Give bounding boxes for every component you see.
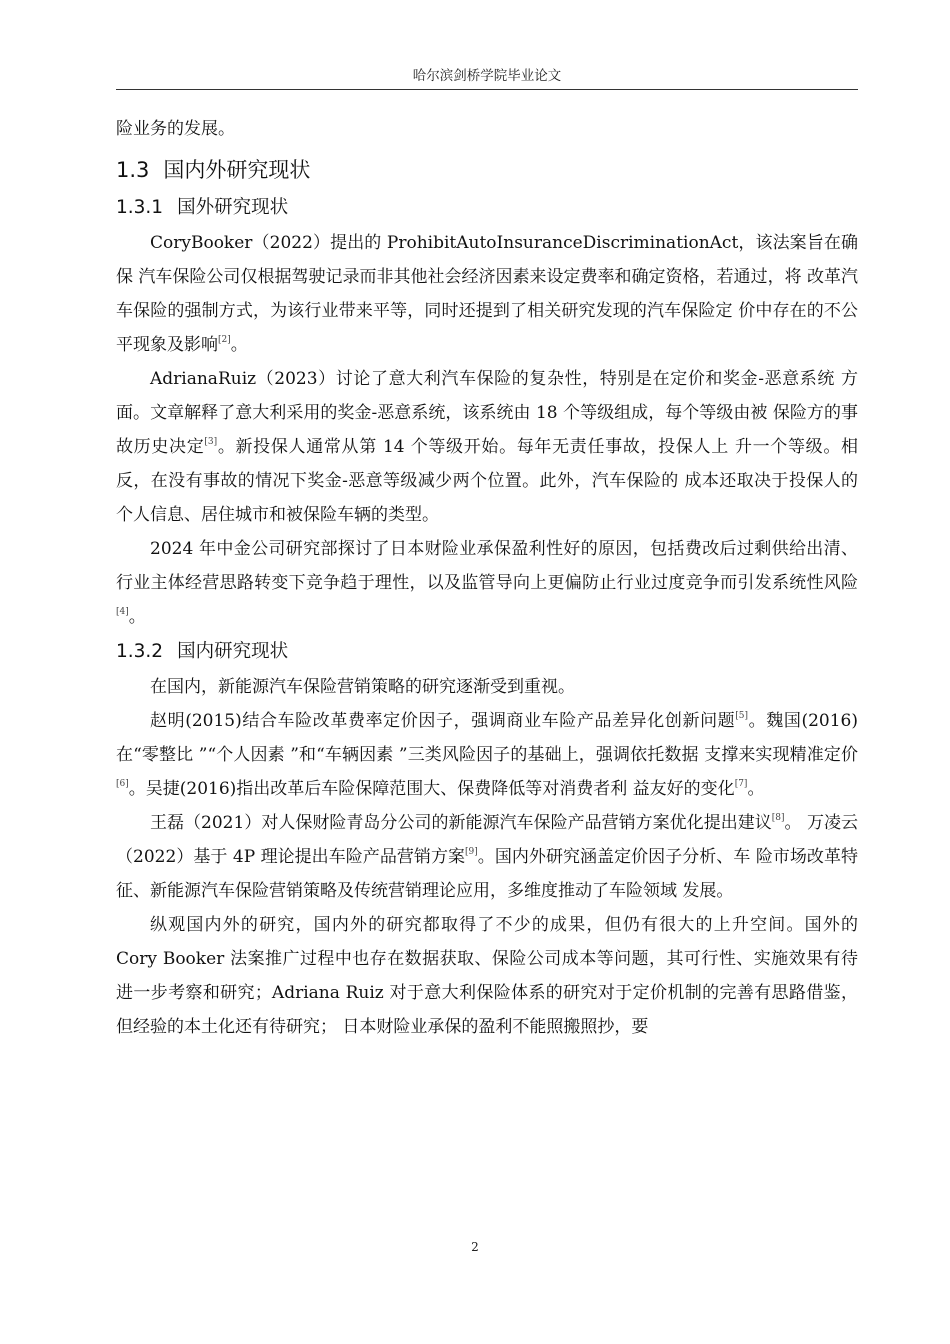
paragraph-text: AdrianaRuiz（2023）讨论了意大利汽车保险的复杂性，特别是在定价和奖金-恶意系统 方面。文章解释了意大利采用的奖金-恶意系统，该系统由 18 个等级组成，每个等级由被 保险方的事故历史决定 (116, 369, 858, 457)
citation-ref: [8] (771, 813, 785, 823)
citation-ref: [3] (204, 437, 218, 447)
section-number: 1.3.1 (116, 197, 164, 218)
paragraph-text: 。吴捷(2016)指出改革后车险保障范围大、保费降低等对消费者利 益友好的变化 (128, 779, 735, 799)
paragraph-text: 。 (747, 779, 765, 799)
section-title: 国内研究现状 (177, 641, 289, 662)
page-body (116, 112, 858, 1044)
paragraph-wang-wan (116, 806, 858, 908)
page-number: 2 (471, 1240, 479, 1254)
paragraph-text: CoryBooker（2022）提出的 ProhibitAutoInsuranceDiscriminationAct，该法案旨在确保 汽车保险公司仅根据驾驶记录而非其他社会经济因素来设定费率和确定资格，若通过，将 改革汽车保险的强制方式，为该行业带来平等，同时还提到了相关研究发现的汽车保险定 价中存在的不公平现象及影响 (116, 233, 858, 355)
paragraph-text: 王磊（2021）对人保财险青岛分公司的新能源汽车保险产品营销方案优化提出建议 (150, 813, 772, 833)
paragraph-text: 。 (230, 335, 248, 355)
citation-ref: [5] (735, 711, 749, 721)
section-heading-1-3-1 (116, 194, 858, 222)
section-title: 国外研究现状 (177, 197, 289, 218)
page-header: 哈尔滨剑桥学院毕业论文 (116, 64, 858, 90)
section-heading-1-3-2 (116, 638, 858, 666)
paragraph-cory-booker (116, 226, 858, 362)
paragraph-summary: 纵观国内外的研究，国内外的研究都取得了不少的成果，但仍有很大的上升空间。国外的 Cory Booker 法案推广过程中也存在数据获取、保险公司成本等问题，其可行性、实施效果有待进一步考察和研究；Adriana Ruiz 对于意大利保险体系的研究对于定价机制的完善有思路借鉴，但经验的本土化还有待研究； 日本财险业承保的盈利不能照搬照抄，要 (116, 915, 858, 1037)
citation-ref: [9] (465, 847, 478, 857)
paragraph-zhao-wei-wu (116, 704, 858, 806)
section-number: 1.3 (116, 158, 150, 182)
paragraph-domestic-intro: 在国内，新能源汽车保险营销策略的研究逐渐受到重视。 (150, 677, 575, 697)
paragraph-text: 赵明(2015)结合车险改革费率定价因子，强调商业车险产品差异化创新问题 (150, 711, 736, 731)
citation-ref: [6] (116, 779, 129, 789)
section-number: 1.3.2 (116, 641, 164, 662)
paragraph-text: 。国内外研究涵盖定价因子分析、车 险市场改革特征、新能源汽车保险营销策略及传统营销理论应用，多维度推动了车险领域 发展。 (116, 847, 858, 901)
paragraph-text: 。 万凌云（2022）基于 4P 理论提出车险产品营销方案 (116, 813, 859, 867)
paragraph-text: 。新投保人通常从第 14 个等级开始。每年无责任事故，投保人上 升一个等级。相反，在没有事故的情况下奖金-恶意等级减少两个位置。此外，汽车保险的 成本还取决于投保人的个人信息、居住城市和被保险车辆的类型。 (116, 437, 859, 525)
citation-ref: [4] (116, 607, 129, 617)
citation-ref: [7] (734, 779, 748, 789)
paragraph-cicc (116, 532, 858, 634)
paragraph-text: 2024 年中金公司研究部探讨了日本财险业承保盈利性好的原因，包括费改后过剩供给出清、行业主体经营思路转变下竞争趋于理性，以及监管导向上更偏防止行业过度竞争而引发系统性风险 (116, 539, 858, 593)
section-title: 国内外研究现状 (163, 158, 311, 182)
paragraph-text: 。魏国(2016)在“零整比 ”“个人因素 ”和“车辆因素 ”三类风险因子的基础上，强调依托数据 支撑来实现精准定价 (116, 711, 858, 765)
paragraph-text: 。 (128, 607, 146, 627)
citation-ref: [2] (218, 335, 231, 345)
section-heading-1-3 (116, 155, 858, 185)
paragraph-adriana-ruiz (116, 362, 858, 532)
paragraph-continuation: 险业务的发展。 (116, 119, 235, 139)
